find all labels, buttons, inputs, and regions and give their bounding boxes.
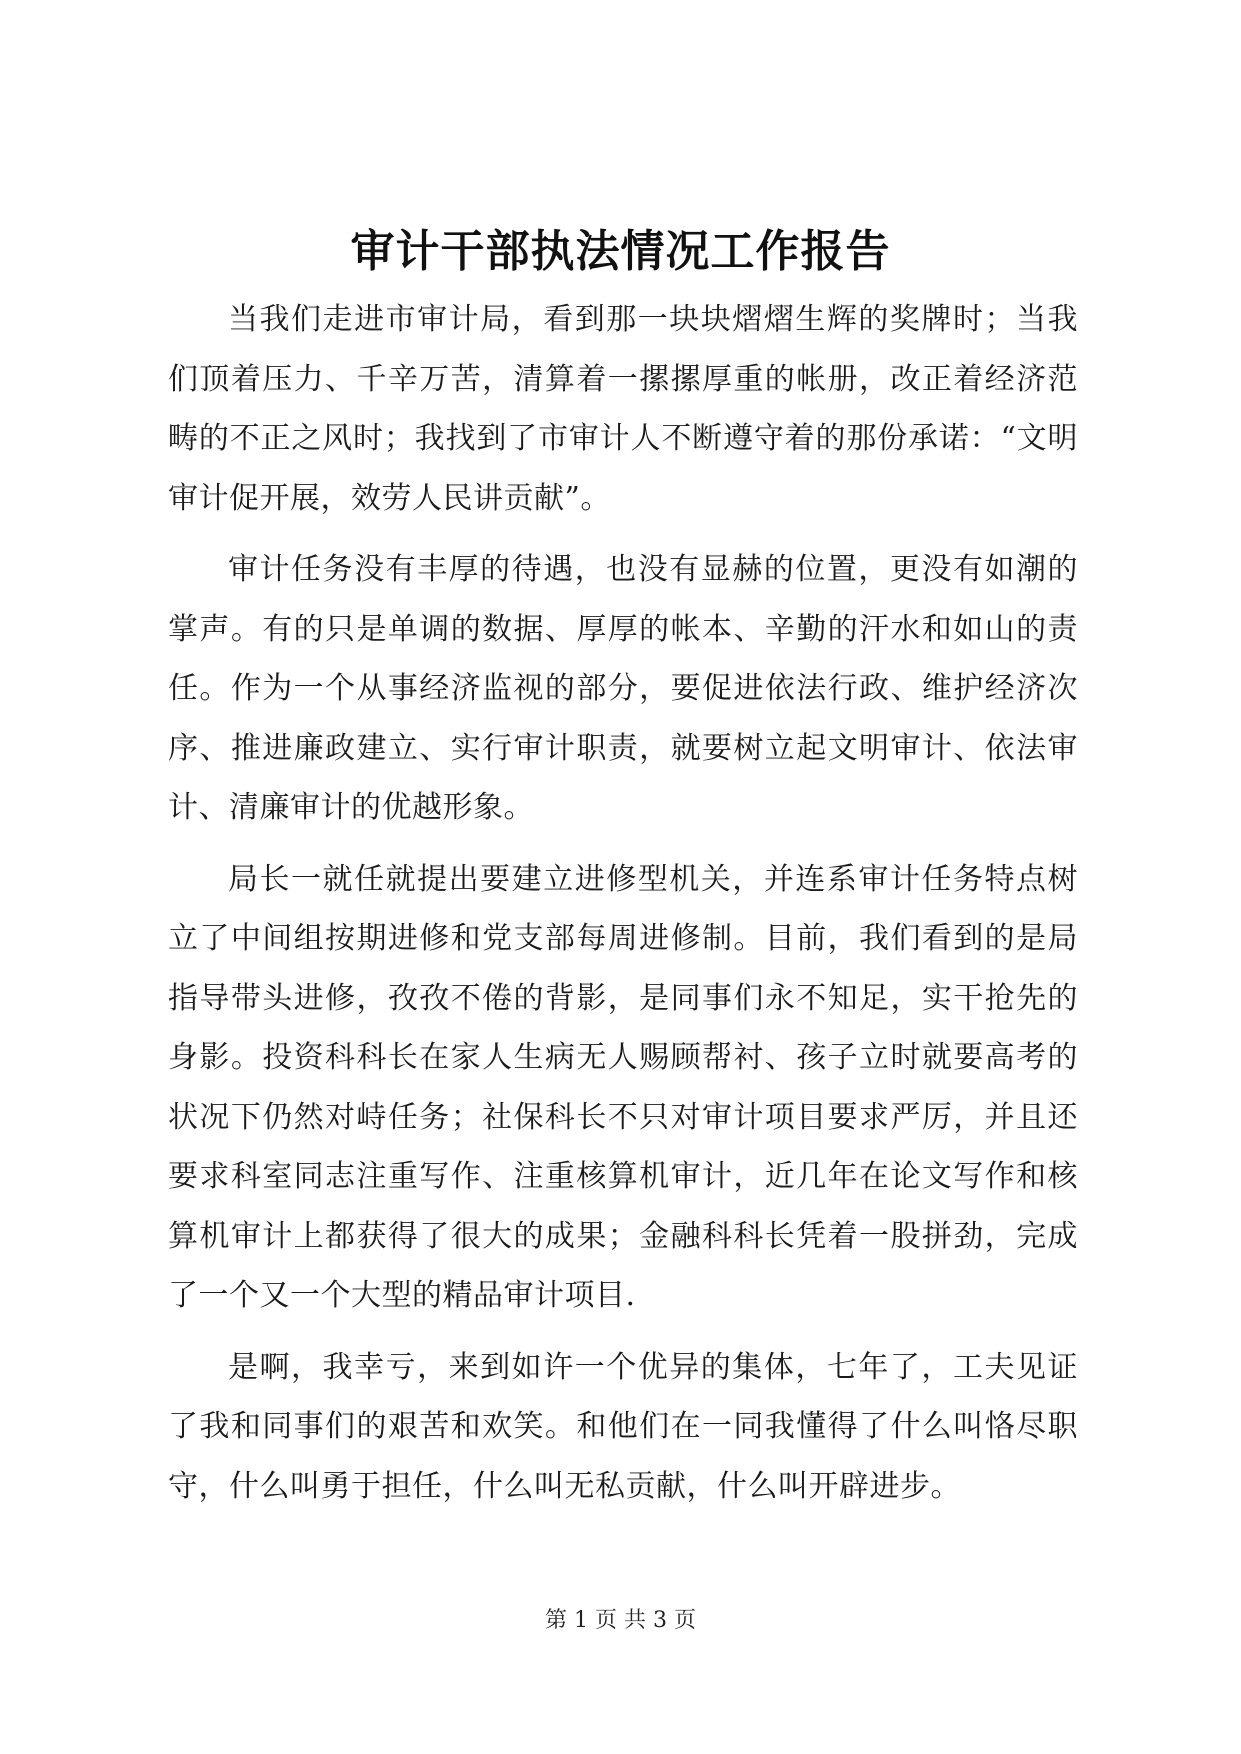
document-body xyxy=(168,290,1078,1516)
document-title: 审计干部执法情况工作报告 xyxy=(350,226,891,277)
paragraph: 审计任务没有丰厚的待遇，也没有显赫的位置，更没有如潮的掌声。有的只是单调的数据、厚厚的帐本、辛勤的汗水和如山的责任。作为一个从事经济监视的部分，要促进依法行政、维护经济次序、推进廉政建立、实行审计职责，就要树立起文明审计、依法审计、清廉审计的优越形象。 xyxy=(168,552,1078,825)
paragraph: 是啊，我幸亏，来到如许一个优异的集体，七年了，工夫见证了我和同事们的艰苦和欢笑。和他们在一同我懂得了什么叫恪尽职守，什么叫勇于担任，什么叫无私贡献，什么叫开辟进步。 xyxy=(168,1349,1078,1504)
paragraph: 当我们走进市审计局，看到那一块块熠熠生辉的奖牌时；当我们顶着压力、千辛万苦，清算着一摞摞厚重的帐册，改正着经济范畴的不正之风时；我找到了市审计人不断遵守着的那份承诺：“文明审计促开展，效劳人民讲贡献”。 xyxy=(168,302,1078,516)
page-number-footer: 第 1 页 共 3 页 xyxy=(545,1608,696,1633)
paragraph: 局长一就任就提出要建立进修型机关，并连系审计任务特点树立了中间组按期进修和党支部每周进修制。目前，我们看到的是局指导带头进修，孜孜不倦的背影，是同事们永不知足，实干抢先的身影。投资科科长在家人生病无人赐顾帮衬、孩子立时就要高考的状况下仍然对峙任务；社保科长不只对审计项目要求严厉，并且还要求科室同志注重写作、注重核算机审计，近几年在论文写作和核算机审计上都获得了很大的成果；金融科科长凭着一股拼劲，完成了一个又一个大型的精品审计项目. xyxy=(168,861,1078,1313)
